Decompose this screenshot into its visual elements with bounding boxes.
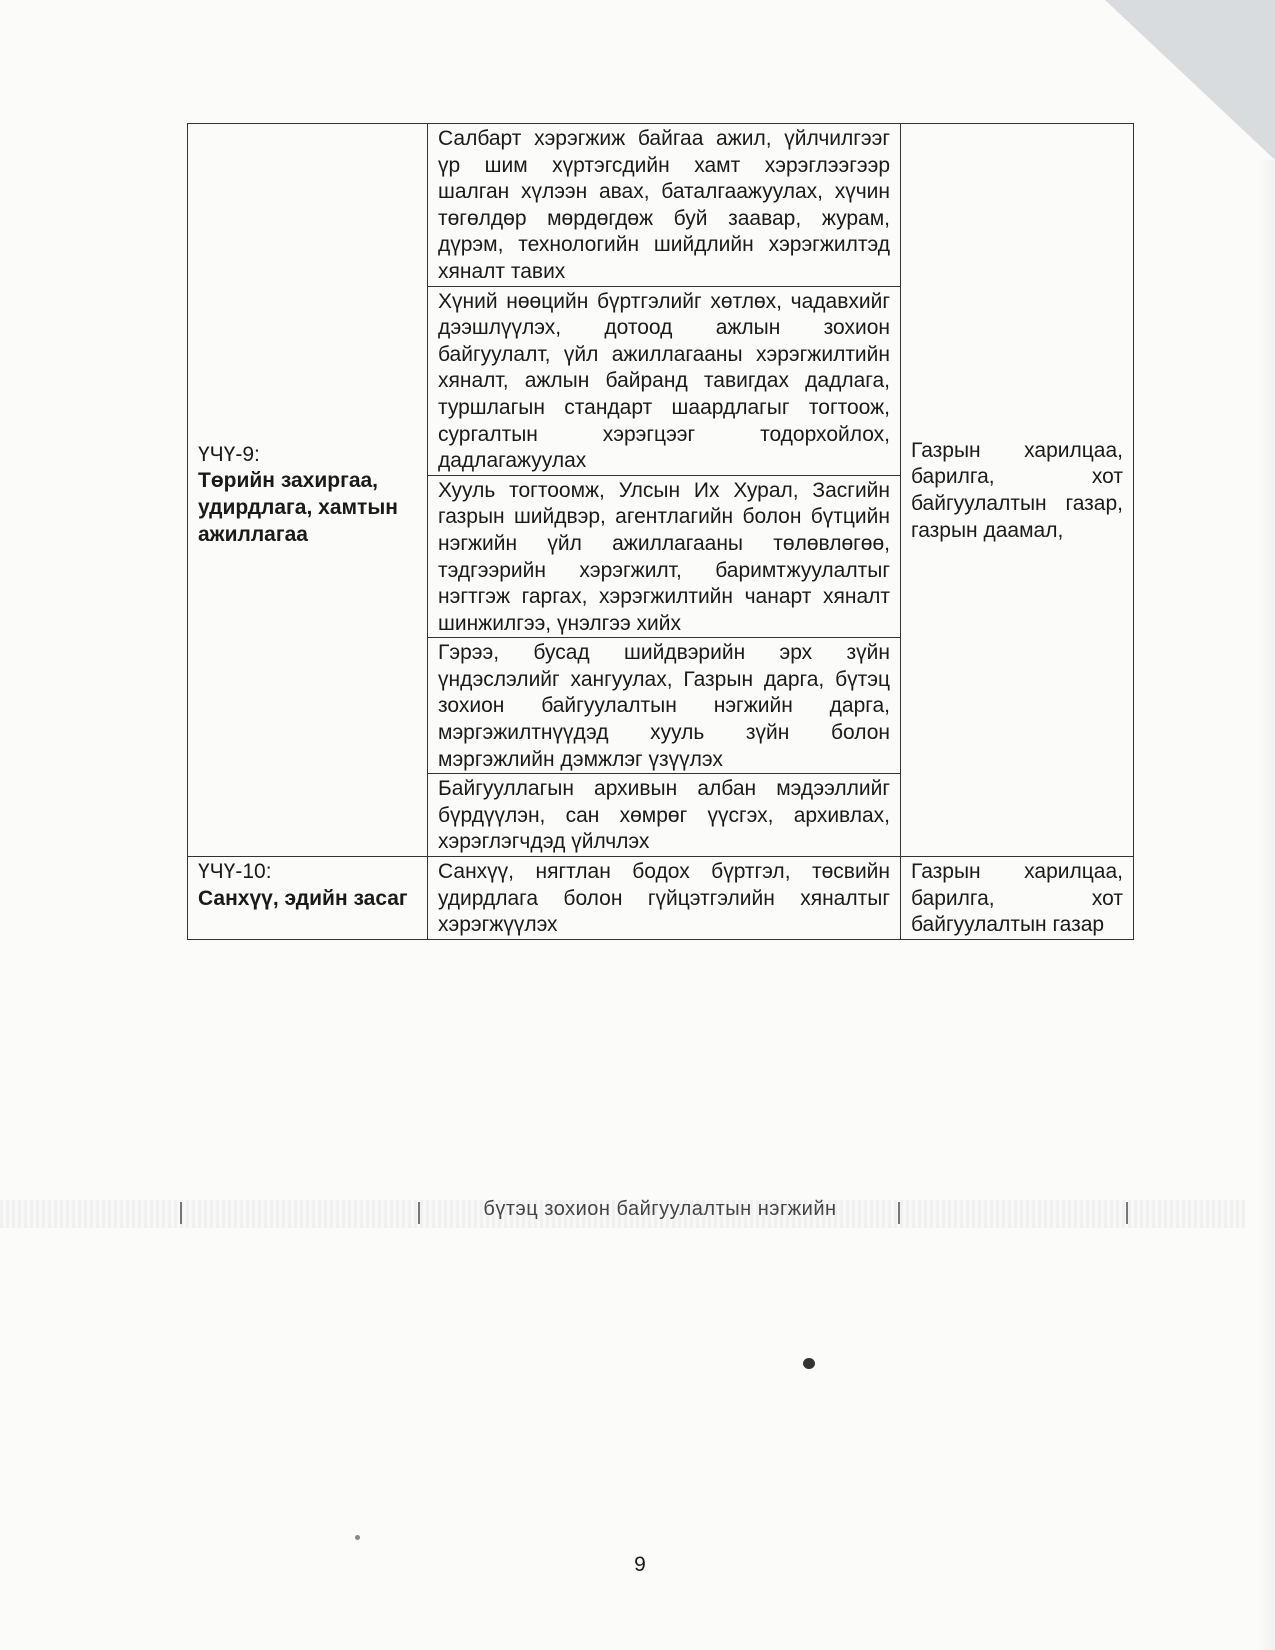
footer-divider (898, 1202, 900, 1224)
task-cell: Гэрээ, бусад шийдвэрийн эрх зүйн үндэслэлийг хангуулах, Газрын дарга, бүтэц зохион байгуулалтын нэгжийн дарга, мэргэжилтнүүдэд хууль зүйн болон мэргэжлийн дэмжлэг үзүүлэх (428, 638, 901, 774)
function-cell (188, 124, 428, 857)
task-cell: Хүний нөөцийн бүртгэлийг хөтлөх, чадавхийг дээшлүүлэх, дотоод ажлын зохион байгуулалт, үйл ажиллагааны хэрэгжилтийн хяналт, ажлын байранд тавигдах дадлага, туршлагын стандарт шаардлагыг тогтоож, сургалтын хэрэгцээг тодорхойлох, дадлагажуулах (428, 286, 901, 475)
function-title: Төрийн захиргаа, удирдлага, хамтын ажиллагаа (198, 469, 398, 546)
function-cell (188, 857, 428, 940)
function-code: ҮЧҮ-9: (198, 442, 260, 466)
ink-speck (803, 1358, 815, 1369)
footer-text: бүтэц зохион байгуулалтын нэгжийн (483, 1198, 837, 1220)
functions-table (187, 123, 1134, 940)
page-edge-shadow (1257, 160, 1275, 1650)
page-number: 9 (634, 1553, 646, 1576)
ink-speck (355, 1535, 360, 1540)
task-cell: Салбарт хэрэгжиж байгаа ажил, үйлчилгээг үр шим хүртэгсдийн хамт хэрэглээгээр шалган хүлээн авах, баталгаажуулах, хүчин төгөлдөр мөрдөгдөж буй заавар, журам, дүрэм, технологийн шийдлийн хэрэгжилтэд хяналт тавих (428, 124, 901, 287)
footer-divider (1126, 1202, 1128, 1224)
responsible-cell: Газрын харилцаа, барилга, хот байгуулалтын газар (901, 857, 1134, 940)
table-row (188, 857, 1134, 940)
task-cell: Байгууллагын архивын албан мэдээллийг бүрдүүлэн, сан хөмрөг үүсгэх, архивлах, хэрэглэгчдэд үйлчлэх (428, 774, 901, 857)
table-row (188, 124, 1134, 287)
responsible-cell: Газрын харилцаа, барилга, хот байгуулалтын газар, газрын даамал, (901, 124, 1134, 857)
task-cell: Хууль тогтоомж, Улсын Их Хурал, Засгийн газрын шийдвэр, агентлагийн болон бүтцийн нэгжийн үйл ажиллагааны төлөвлөгөө, тэдгээрийн хэрэгжилт, баримтжуулалтыг нэгтгэж гаргах, хэрэгжилтийн чанарт хяналт шинжилгээ, үнэлгээ хийх (428, 475, 901, 638)
function-title: Санхүү, эдийн засаг (198, 886, 408, 910)
function-code: ҮЧҮ-10: (198, 860, 272, 884)
footer-divider (180, 1202, 182, 1224)
task-cell: Санхүү, нягтлан бодох бүртгэл, төсвийн удирдлага болон гүйцэтгэлийн хяналтыг хэрэгжүүлэх (428, 857, 901, 940)
